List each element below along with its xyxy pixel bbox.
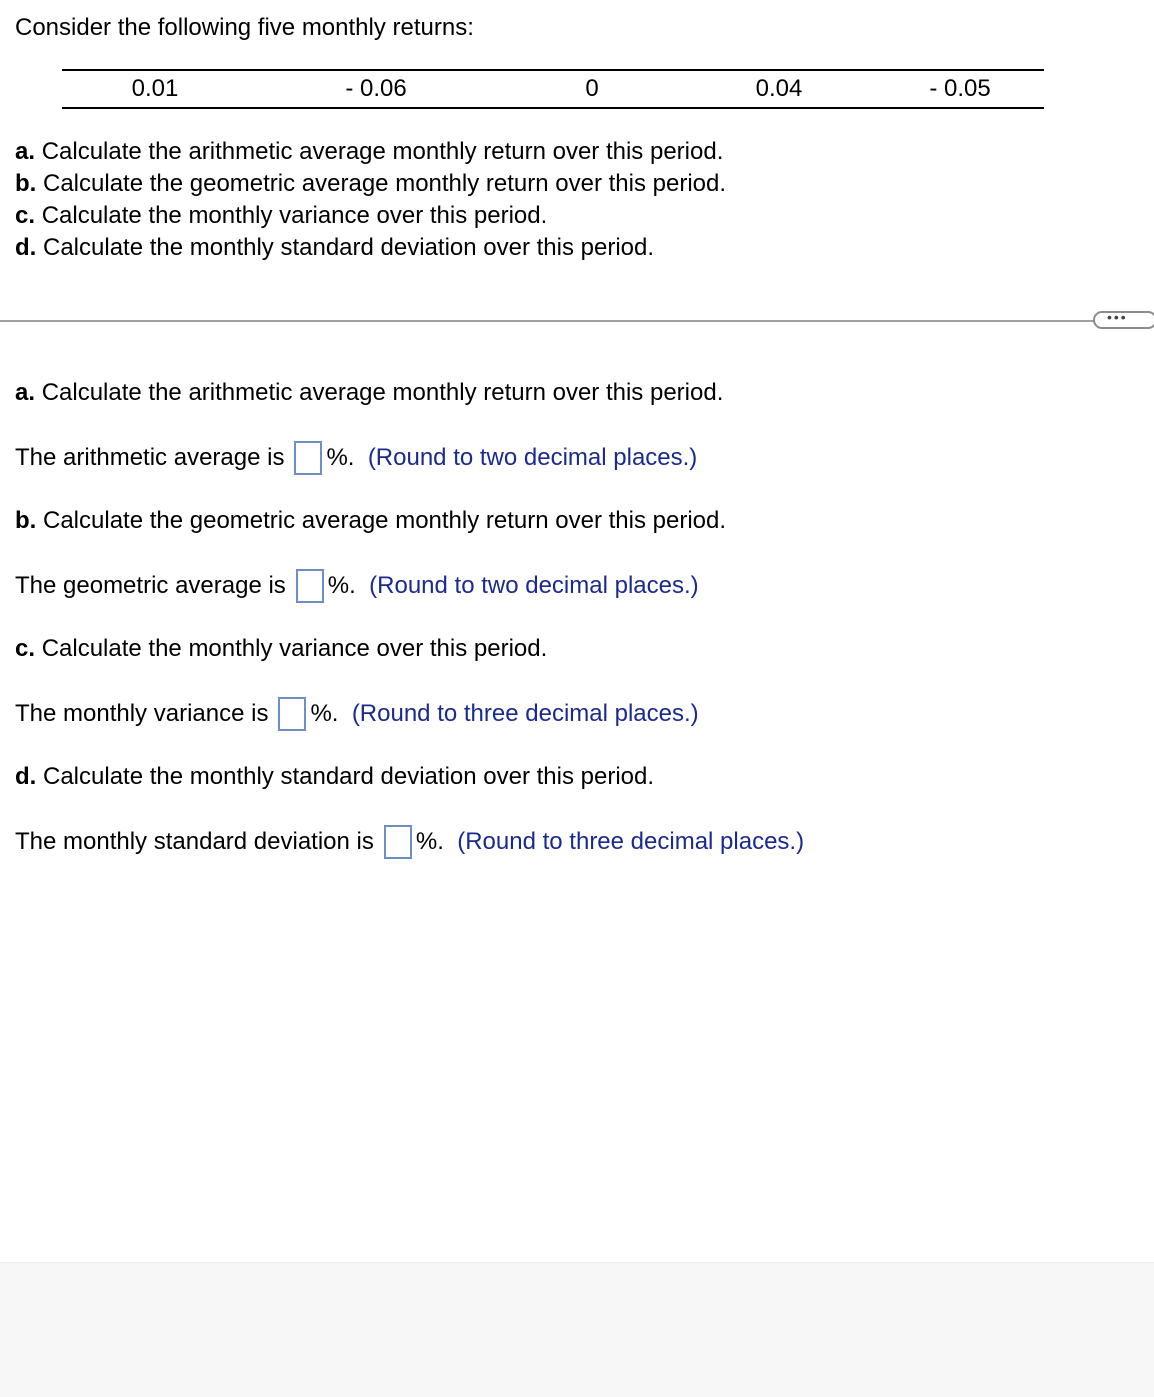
standard-deviation-input[interactable] [384,825,412,859]
percent-unit: %. [327,572,356,599]
return-cell: 0.04 [755,75,803,102]
more-options-button[interactable]: ••• [1093,311,1154,329]
question-b: b. Calculate the geometric average monthly return over this period. [15,170,727,197]
percent-unit: %. [415,828,444,855]
answer-prompt: The arithmetic average is [15,444,285,471]
answer-prompt: The monthly variance is [15,700,269,727]
geometric-answer-row [15,568,699,604]
arithmetic-average-input[interactable] [294,441,322,475]
rounding-hint: (Round to two decimal places.) [369,572,699,599]
geometric-average-input[interactable] [296,569,324,603]
answer-prompt: The geometric average is [15,572,286,599]
percent-unit: %. [326,444,355,471]
question-c: c. Calculate the monthly variance over this period. [15,202,548,229]
return-cell: - 0.05 [929,75,991,102]
rounding-hint: (Round to three decimal places.) [457,828,805,855]
rounding-hint: (Round to three decimal places.) [351,700,699,727]
return-cell: 0.01 [131,75,179,102]
answer-prompt: The monthly standard deviation is [15,828,374,855]
footer-band [0,1262,1154,1397]
rounding-hint: (Round to two decimal places.) [367,444,698,471]
section-divider [0,320,1100,322]
part-d-heading: d. Calculate the monthly standard deviation over this period. [15,763,655,790]
variance-answer-row [15,696,699,732]
part-a-heading: a. Calculate the arithmetic average monthly return over this period. [15,379,724,406]
return-cell: - 0.06 [345,75,407,102]
question-d: d. Calculate the monthly standard deviation over this period. [15,234,655,261]
question-a: a. Calculate the arithmetic average monthly return over this period. [15,138,724,165]
returns-table [62,69,1044,109]
part-b-heading: b. Calculate the geometric average monthly return over this period. [15,507,727,534]
monthly-variance-input[interactable] [278,697,306,731]
percent-unit: %. [310,700,339,727]
std-dev-answer-row [15,824,804,860]
part-c-heading: c. Calculate the monthly variance over this period. [15,635,548,662]
arithmetic-answer-row [15,440,697,476]
return-cell: 0 [585,75,599,102]
intro-text: Consider the following five monthly returns: [15,14,474,41]
